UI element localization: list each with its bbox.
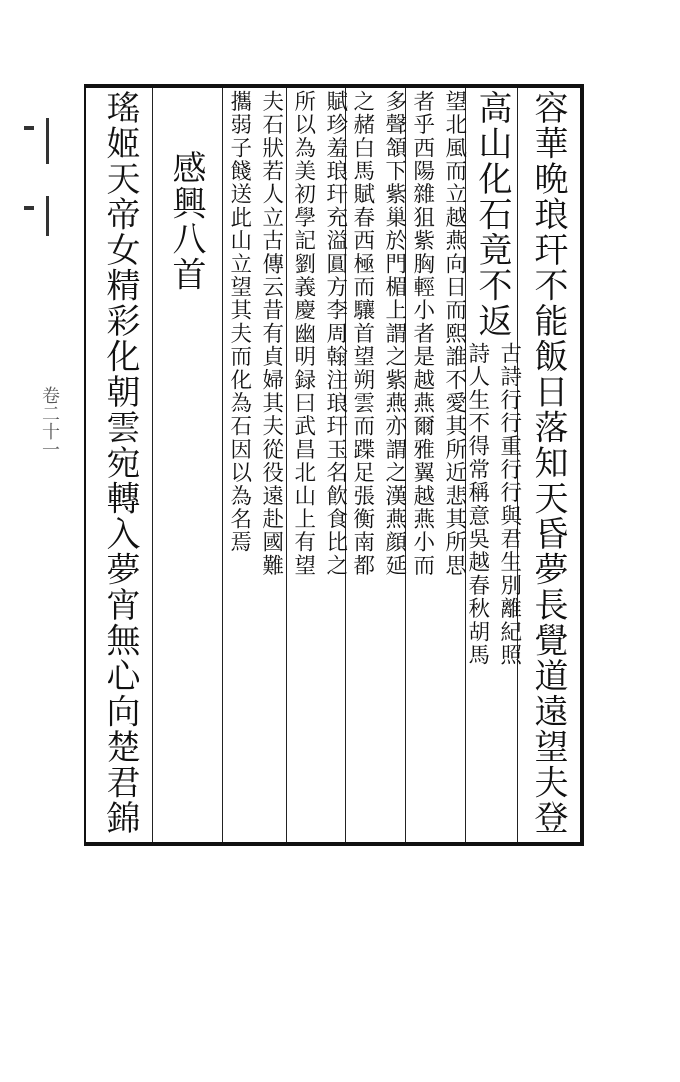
annotation-column: [441, 90, 467, 830]
annotation-pair-6: [226, 90, 284, 830]
annotation-column: [464, 342, 490, 1082]
annotation-text: 望北風而立越燕向日而熙誰不愛其所近悲其所思: [441, 90, 467, 578]
annotation-column: [496, 342, 522, 1082]
annotation-pair-5: [290, 90, 348, 830]
column-rule: [286, 88, 287, 842]
annotation-text: 攜弱子餞送此山立望其夫而化為石因以為名焉: [226, 90, 252, 554]
heading-text: 感興八首: [166, 150, 206, 292]
annotation-pair-2: [464, 342, 522, 1082]
column-text: 瑤姬天帝女精彩化朝雲宛轉入夢宵無心向楚君錦: [100, 90, 140, 836]
gutter-mark: [46, 118, 49, 164]
annotation-text: 古詩行行重行行與君生別離紀照: [496, 342, 522, 667]
text-column-2: [472, 90, 512, 350]
annotation-column: [226, 90, 252, 830]
annotation-column: [349, 90, 375, 830]
page-gutter: [6, 96, 76, 826]
gutter-mark: [24, 126, 34, 130]
gutter-mark: [24, 206, 34, 210]
gutter-text: 卷二十一: [39, 386, 60, 458]
text-column-1: [528, 90, 568, 836]
annotation-text: 賦珍羞琅玕充溢圓方李周翰注琅玕玉名飮食比之: [322, 90, 348, 578]
gutter-mark: [46, 196, 49, 236]
text-column-8: [100, 90, 140, 836]
annotation-pair-3: [409, 90, 467, 830]
annotation-text: 者乎西陽雜狙紫胸輕小者是越燕爾雅翼越燕小而: [409, 90, 435, 578]
annotation-text: 多聲頷下紫巢於門楣上謂之紫燕亦謂之漢燕顔延: [381, 90, 407, 578]
annotation-column: [322, 90, 348, 830]
column-text: 高山化石竟不返: [472, 90, 512, 339]
column-rule: [222, 88, 223, 842]
annotation-column: [290, 90, 316, 830]
poem-heading: [166, 150, 206, 890]
annotation-column: [409, 90, 435, 830]
annotation-column: [258, 90, 284, 830]
annotation-text: 所以為美初學記劉義慶幽明録曰武昌北山上有望: [290, 90, 316, 578]
column-rule: [152, 88, 153, 842]
annotation-pair-4: [349, 90, 407, 830]
annotation-text: 之赭白馬賦春西極而驤首望朔雲而蹀足張衡南都: [349, 90, 375, 578]
annotation-column: [381, 90, 407, 830]
column-text: 容華晩琅玕不能飯日落知天昏夢長覺道遠望夫登: [528, 90, 568, 836]
annotation-text: 詩人生不得常稱意吳越春秋胡馬: [464, 342, 490, 667]
annotation-text: 夫石狀若人立古傳云昔有貞婦其夫從役遠赴國難: [258, 90, 284, 578]
